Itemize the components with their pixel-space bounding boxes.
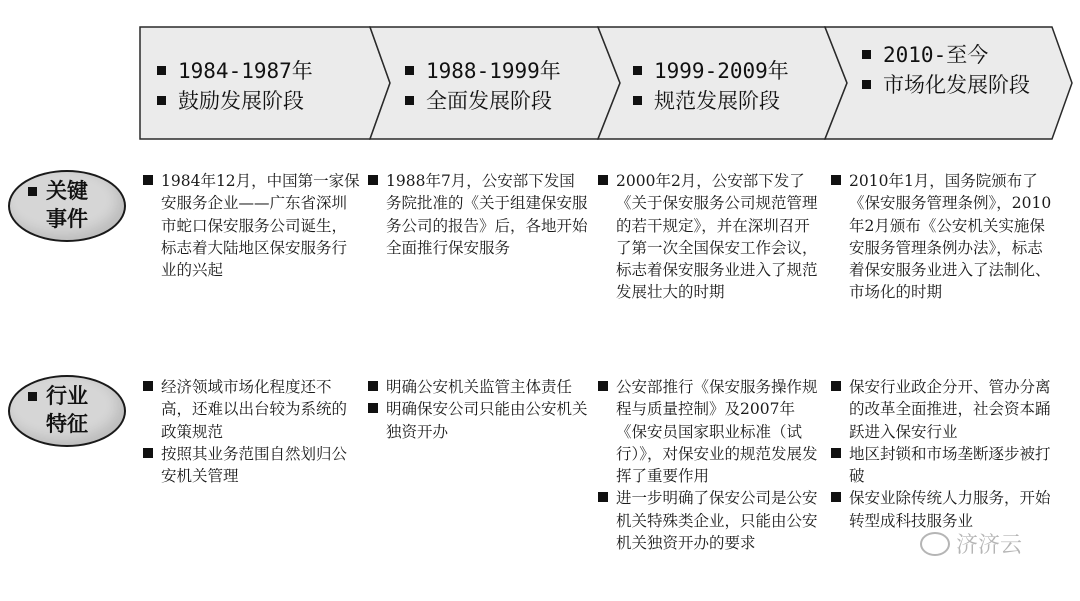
bullet-icon [831, 492, 841, 502]
list-item: 保安业除传统人力服务，开始转型成科技服务业 [831, 487, 1053, 532]
row-label-line2: 事件 [46, 207, 88, 231]
phase-heading-1 [157, 56, 367, 116]
characteristic-cell-3 [598, 376, 820, 554]
bullet-icon [598, 492, 608, 502]
bullet-icon [405, 96, 414, 105]
phase-heading-2 [405, 56, 605, 116]
phase-title: 市场化发展阶段 [883, 73, 1030, 97]
list-item: 1984年12月，中国第一家保安服务企业——广东省深圳市蛇口保安服务公司诞生，标志着大陆地区保安服务行业的兴起 [143, 170, 362, 281]
list-item: 地区封锁和市场垄断逐步被打破 [831, 443, 1053, 488]
list-item: 2000年2月，公安部下发了《关于保安服务公司规范管理的若干规定》，并在深圳召开了第一次全国保安工作会议，标志着保安服务业进入了规范发展壮大的时期 [598, 170, 820, 304]
characteristic-cell-1 [143, 376, 362, 487]
bullet-icon [28, 187, 37, 196]
list-item: 进一步明确了保安公司是公安机关特殊类企业，只能由公安机关独资开办的要求 [598, 487, 820, 554]
row-label-line1: 行业 [46, 384, 88, 408]
watermark-text: 济济云 [956, 533, 1023, 558]
list-item: 公安部推行《保安服务操作规程与质量控制》及2007年《保安员国家职业标准（试行）》，对保安业的规范发展发挥了重要作用 [598, 376, 820, 487]
phase-title: 规范发展阶段 [654, 89, 780, 113]
watermark [920, 528, 1022, 559]
list-item: 按照其业务范围自然划归公安机关管理 [143, 443, 362, 488]
phase-title: 鼓励发展阶段 [178, 89, 304, 113]
characteristic-cell-4 [831, 376, 1053, 532]
list-item: 经济领域市场化程度还不高，还难以出台较为系统的政策规范 [143, 376, 362, 443]
bullet-icon [157, 66, 166, 75]
bullet-icon [368, 175, 378, 185]
key-event-cell-4 [831, 170, 1053, 304]
bullet-icon [368, 381, 378, 391]
phase-title: 全面发展阶段 [426, 89, 552, 113]
phase-years: 1984-1987年 [178, 59, 313, 83]
list-item: 2010年1月，国务院颁布了《保安服务管理条例》，2010年2月颁布《公安机关实施保安服务管理条例办法》，标志着保安服务业进入了法制化、市场化的时期 [831, 170, 1053, 304]
characteristic-cell-2 [368, 376, 590, 443]
list-item: 明确保安公司只能由公安机关独资开办 [368, 398, 590, 443]
bullet-icon [143, 381, 153, 391]
key-event-cell-2 [368, 170, 590, 259]
bullet-icon [157, 96, 166, 105]
phase-years: 1999-2009年 [654, 59, 789, 83]
bullet-icon [831, 175, 841, 185]
key-event-cell-3 [598, 170, 820, 304]
phase-heading-3 [633, 56, 833, 116]
phase-heading-4 [862, 40, 1052, 100]
row-label-key-events [8, 170, 130, 246]
bullet-icon [633, 96, 642, 105]
row-label-line2: 特征 [46, 412, 88, 436]
bullet-icon [831, 448, 841, 458]
key-event-cell-1 [143, 170, 362, 281]
bullet-icon [862, 80, 871, 89]
list-item: 明确公安机关监管主体责任 [368, 376, 590, 398]
bullet-icon [143, 448, 153, 458]
bullet-icon [831, 381, 841, 391]
row-label-characteristics [8, 375, 130, 451]
bullet-icon [405, 66, 414, 75]
list-item: 保安行业政企分开、管办分离的改革全面推进，社会资本踊跃进入保安行业 [831, 376, 1053, 443]
bullet-icon [143, 175, 153, 185]
phase-years: 2010-至今 [883, 43, 989, 67]
bullet-icon [598, 175, 608, 185]
bullet-icon [862, 50, 871, 59]
wechat-icon [920, 532, 950, 556]
phase-years: 1988-1999年 [426, 59, 561, 83]
list-item: 1988年7月，公安部下发国务院批准的《关于组建保安服务公司的报告》后，各地开始全面推行保安服务 [368, 170, 590, 259]
bullet-icon [28, 392, 37, 401]
bullet-icon [368, 403, 378, 413]
bullet-icon [633, 66, 642, 75]
row-label-line1: 关键 [46, 179, 88, 203]
bullet-icon [598, 381, 608, 391]
